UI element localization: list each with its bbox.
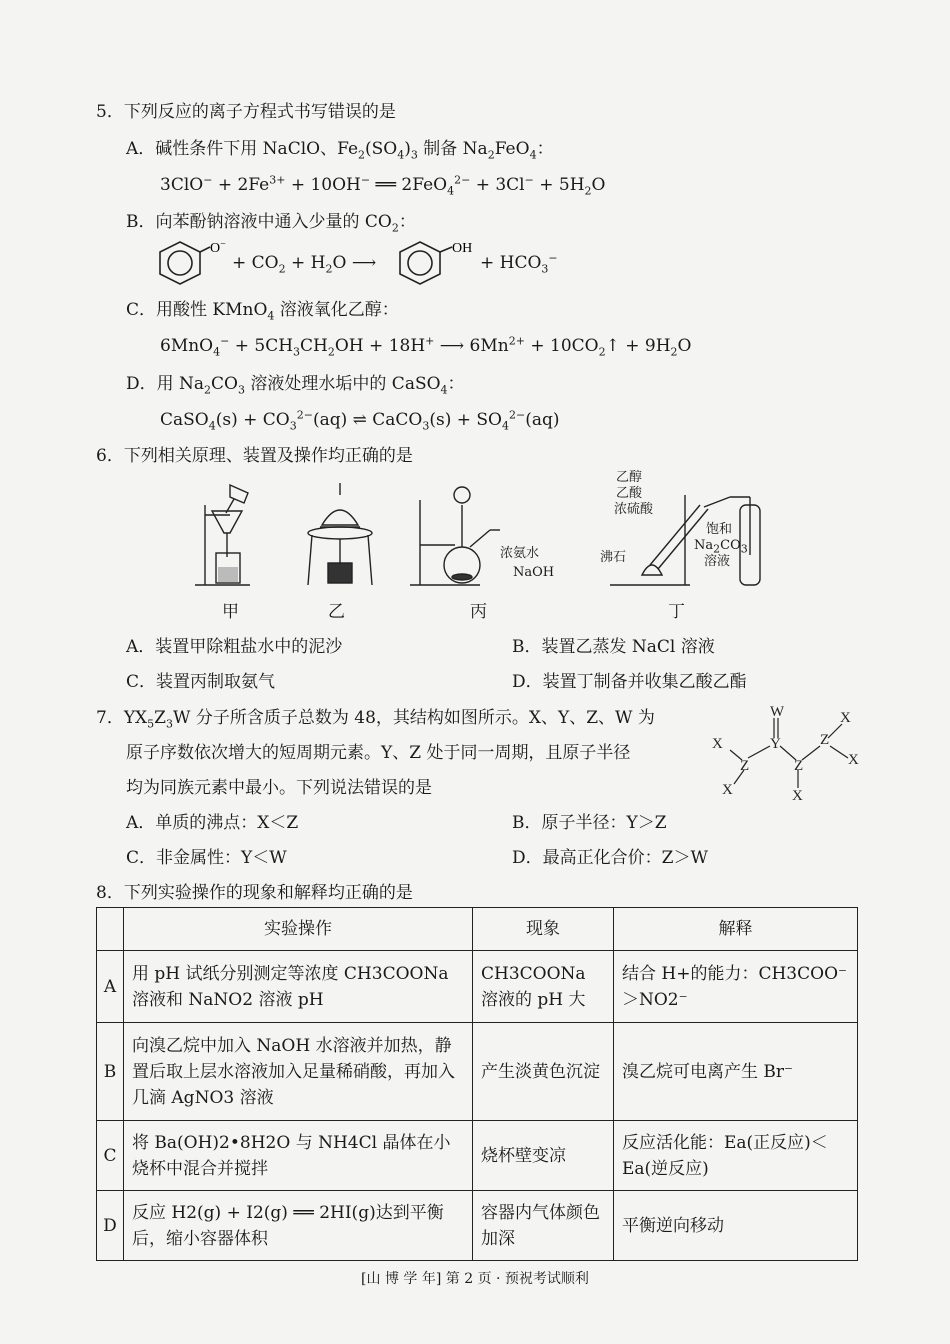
table-row [97,1023,858,1121]
q7-option-b: B．原子半径：Y＞Z [512,813,667,833]
apparatus-jia [195,485,250,585]
label-saturated: 饱和 [706,522,733,537]
row-operation: 将 Ba(OH)2•8H2O 与 NH4Cl 晶体在小烧杯中混合并搅拌 [124,1121,473,1191]
fig-label-bing: 丙 [470,602,487,622]
q6-option-c: C．装置丙制取氨气 [126,672,276,692]
q5-b-eq-mid: + $CO_2 + H_2O$ ⟶ [232,253,377,276]
row-key: D [97,1191,124,1261]
table-row [97,1121,858,1191]
fig-label-yi: 乙 [328,602,345,622]
row-explanation: 平衡逆向移动 [614,1191,858,1261]
label-conc-sulfuric: 浓硫酸 [614,502,654,517]
table-row [97,951,858,1023]
q5-option-a: A．碱性条件下用 NaClO、$Fe_2(SO_4)_3$ 制备 $Na_2FeO_4$： [126,139,554,162]
label-naoh: NaOH [513,565,555,580]
atom-x4: X [840,710,851,726]
page-footer: [山 博 学 年] 第 2 页 · 预祝考试顺利 [361,1271,589,1287]
label-boiling-stone: 沸石 [600,550,627,565]
atom-x3: X [792,788,803,804]
atom-x5: X [848,752,859,768]
atom-x1: X [712,736,723,752]
q8-table [96,907,858,1261]
q6-option-a: A．装置甲除粗盐水中的泥沙 [126,637,343,657]
apparatus-bing [410,487,500,585]
q7-line3: 均为同族元素中最小。下列说法错误的是 [126,778,432,798]
q5-option-c: C．用酸性 KMnO$_4$ 溶液氧化乙醇： [126,300,399,323]
q6-option-d: D．装置丁制备并收集乙酸乙酯 [512,672,747,692]
row-key: A [97,951,124,1023]
row-operation: 用 pH 试纸分别测定等浓度 CH3COONa 溶液和 NaNO2 溶液 pH [124,951,473,1023]
q7-line1: 7．$YX_5Z_3W$ 分子所含质子总数为 48，其结构如图所示。X、Y、Z、W 为 [96,708,655,731]
atom-z1: Z [740,758,750,774]
q6-option-b: B．装置乙蒸发 NaCl 溶液 [512,637,715,657]
q6-stem: 6．下列相关原理、装置及操作均正确的是 [96,446,413,466]
label-ethanol: 乙醇 [616,470,643,485]
q7-option-c: C．非金属性：Y＜W [126,848,287,868]
label-conc-ammonia: 浓氨水 [500,546,540,561]
q7-option-a: A．单质的沸点：X＜Z [126,813,299,833]
fig-label-ding: 丁 [668,602,685,622]
q7-line2: 原子序数依次增大的短周期元素。Y、Z 处于同一周期，且原子半径 [126,743,631,763]
svg-text:O−: O− [210,239,226,256]
q5-b-eq-end: + $HCO_3^-$ [480,251,558,276]
label-solution: 溶液 [704,554,731,569]
row-phenomenon: CH3COONa 溶液的 pH 大 [473,951,614,1023]
q8-stem: 8．下列实验操作的现象和解释均正确的是 [96,883,413,903]
row-phenomenon: 产生淡黄色沉淀 [473,1023,614,1121]
row-operation: 反应 H2(g) + I2(g) ══ 2HI(g)达到平衡后，缩小容器体积 [124,1191,473,1261]
q5-stem: 5．下列反应的离子方程式书写错误的是 [96,102,396,122]
row-phenomenon: 容器内气体颜色加深 [473,1191,614,1261]
atom-x2: X [722,782,733,798]
q5-option-b: B．向苯酚钠溶液中通入少量的 $CO_2$： [126,212,416,235]
atom-y: Y [770,736,781,752]
header-phenomenon: 现象 [473,908,614,951]
row-phenomenon: 烧杯壁变凉 [473,1121,614,1191]
q5-option-d: D．用 $Na_2CO_3$ 溶液处理水垢中的 CaSO$_4$： [126,374,465,397]
table-row [97,1191,858,1261]
svg-text:OH: OH [452,241,473,256]
row-explanation: 溴乙烷可电离产生 Br⁻ [614,1023,858,1121]
benzene-ring-phenoxide [160,242,200,284]
q5-d-equation: CaSO$_4$(s) + $CO_3^{2-}(aq)$ ⇌ CaCO$_3$(s) + $SO_4^{2-}(aq)$ [160,408,560,433]
label-na2co3: $Na_2CO_3$ [694,538,748,556]
row-key: B [97,1023,124,1121]
row-operation: 向溴乙烷中加入 NaOH 水溶液并加热，静置后取上层水溶液加入足量稀硝酸，再加入几滴 AgNO3 溶液 [124,1023,473,1121]
label-acetic-acid: 乙酸 [616,486,643,501]
row-explanation: 结合 H+的能力：CH3COO⁻＞NO2⁻ [614,951,858,1023]
atom-z2: Z [794,758,804,774]
q5-c-equation: $6MnO_4^- + 5CH_3CH_2OH + 18H^+$ ⟶ $6Mn^{2+}$ + $10CO_2↑ + 9H_2O$ [160,334,692,359]
atom-z3: Z [820,732,830,748]
atom-w: W [770,704,785,720]
q6-apparatus-figures [190,475,790,595]
q5-a-equation: $3ClO^- + 2Fe^{3+} + 10OH^-$ ══ $2FeO_4^{2-} + 3Cl^- + 5H_2O$ [160,173,606,198]
header-explanation: 解释 [614,908,858,951]
benzene-ring-phenol [400,242,440,284]
header-operation: 实验操作 [124,908,473,951]
table-header-row [97,908,858,951]
q7-structure-figure [700,700,870,805]
apparatus-yi [308,483,372,585]
q7-option-d: D．最高正化合价：Z＞W [512,848,708,868]
row-key: C [97,1121,124,1191]
fig-label-jia: 甲 [222,602,239,622]
row-explanation: 反应活化能：Ea(正反应)＜Ea(逆反应) [614,1121,858,1191]
